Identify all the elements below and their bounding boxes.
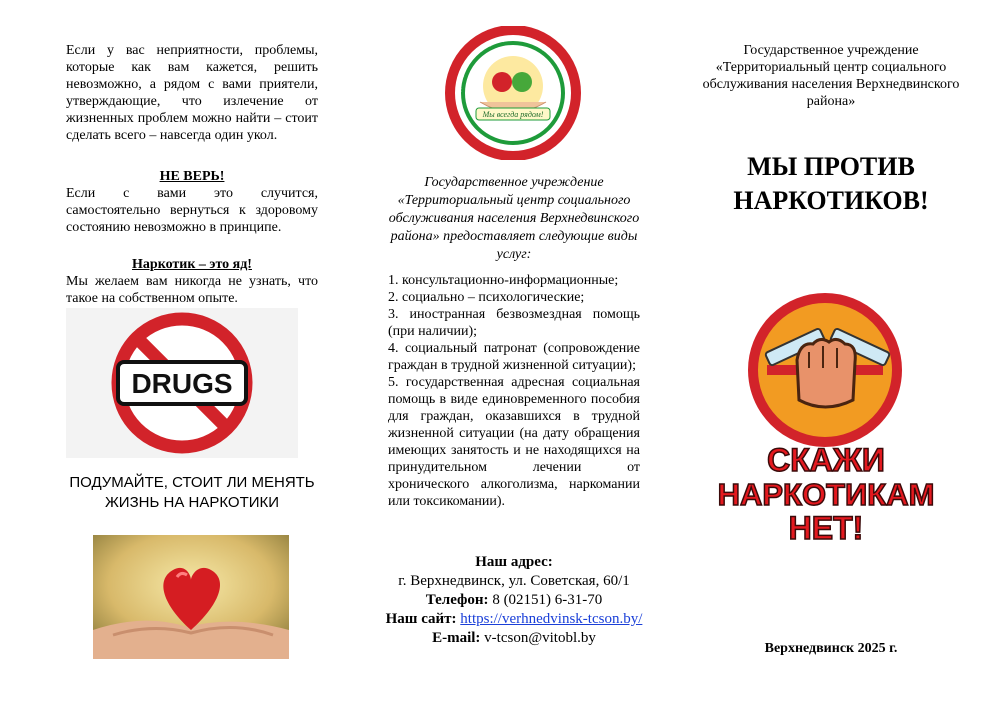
think-text: ПОДУМАЙТЕ, СТОИТ ЛИ МЕНЯТЬ ЖИЗНЬ НА НАРКОТИКИ: [69, 474, 315, 511]
list-item: 2. социально – психологические;: [388, 290, 585, 305]
site-link[interactable]: https://verhnedvinsk-tcson.by/: [460, 611, 643, 627]
poster-line-1: СКАЖИ: [767, 442, 885, 478]
site-label: Наш сайт:: [385, 611, 457, 627]
organization-name: Государственное учреждение «Территориальный центр социального обслуживания населения Верхнедвинского района»: [702, 43, 960, 109]
list-item: 5. государственная адресная социальная помощь в виде единовременного пособия для граждан, оказавшихся в трудной жизненной ситуации (на дату обращения имеющих занятость и не находящихся на принудительном лечении от хронического алкоголизма, наркомании или токсикомании).: [388, 375, 640, 509]
phone-value: 8 (02151) 6-31-70: [488, 592, 603, 608]
logo-banner-text: Мы всегда рядом!: [482, 110, 544, 119]
dont-believe-heading: НЕ ВЕРЬ!: [159, 169, 225, 184]
fist-syringe-icon: [705, 290, 957, 550]
list-item: 4. социальный патронат (сопровождение граждан в трудной жизненной ситуации);: [388, 341, 640, 373]
logo-ring-text: рриториальный центр социального обслуживания населен: [455, 35, 571, 93]
drug-poison-heading: Наркотик – это яд!: [132, 257, 252, 272]
address-label: Наш адрес:: [475, 554, 553, 570]
email-value: v-tcson@vitobl.by: [480, 630, 596, 646]
drugs-sign-text: DRUGS: [131, 368, 233, 399]
city-year: Верхнедвинск 2025 г.: [764, 641, 898, 656]
services-intro: Государственное учреждение «Территориальный центр социального обслуживания населения Верхнедвинского района» предоставляет следующие виды услуг:: [388, 175, 640, 262]
contacts-block: [378, 553, 650, 648]
page-title: МЫ ПРОТИВ НАРКОТИКОВ!: [733, 152, 929, 215]
logo-bottom-text: Верхнедвинского района: [479, 122, 547, 139]
email-label: E-mail:: [432, 630, 481, 646]
warning-paragraph: Если с вами это случится, самостоятельно вернуться к здоровому состоянию невозможно в принципе.: [66, 186, 318, 235]
phone-label: Телефон:: [425, 592, 489, 608]
list-item: 1. консультационно-информационные;: [388, 273, 619, 288]
intro-paragraph: Если у вас неприятности, проблемы, которые как вам кажется, решить невозможно, а рядом с вами приятели, утверждающие, что излечение от жизненных проблем можно найти – стоит сделать всего – навсегда один укол.: [66, 43, 318, 143]
left-panel: [66, 0, 318, 707]
tcson-logo: [440, 26, 586, 160]
address-value: г. Верхнедвинск, ул. Советская, 60/1: [398, 573, 630, 589]
no-drugs-image: [66, 308, 298, 458]
tcson-logo-icon: [440, 26, 586, 160]
right-panel: [700, 0, 962, 707]
say-no-poster: [705, 290, 957, 550]
poster-line-2: НАРКОТИКАМ: [717, 477, 935, 512]
list-item: 3. иностранная безвозмездная помощь (при наличии);: [388, 307, 640, 339]
no-drugs-sign-icon: [66, 308, 298, 458]
wish-paragraph: Мы желаем вам никогда не узнать, что такое на собственном опыте.: [66, 274, 318, 306]
heart-in-hands-image: [93, 535, 289, 659]
middle-panel: [385, 0, 643, 707]
services-list: [388, 272, 640, 510]
poster-line-3: НЕТ!: [788, 510, 864, 546]
heart-hands-icon: [93, 535, 289, 659]
